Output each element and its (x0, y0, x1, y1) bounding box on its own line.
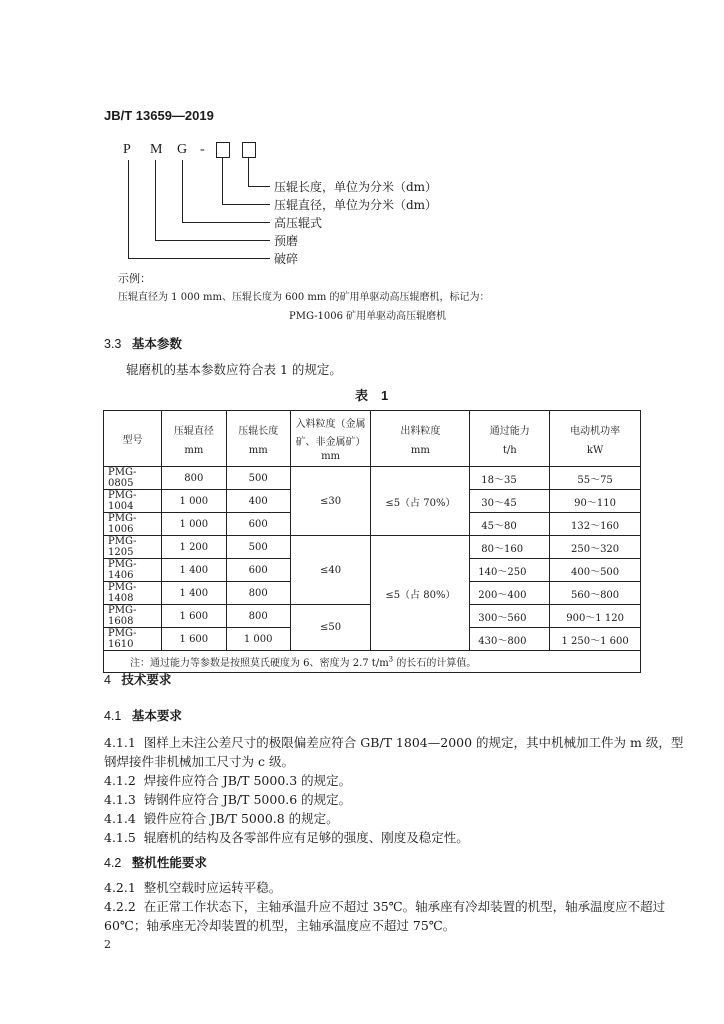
section-4-1-heading (104, 706, 182, 724)
designation-dash: - (200, 142, 205, 157)
cell-feed-size: ≤40 (290, 536, 371, 605)
cell-length: 600 (226, 513, 290, 536)
connector-line (182, 160, 183, 222)
cell-feed-size: ≤50 (290, 605, 371, 651)
example-text: 压辊直径为 1 000 mm、压辊长度为 600 mm 的矿用单驱动高压辊磨机，标记为： (118, 292, 490, 303)
cell-length: 500 (226, 536, 290, 559)
section-title: 整机性能要求 (131, 856, 207, 870)
connector-line (222, 204, 270, 205)
cell-capacity: 430～800 (470, 628, 550, 651)
section-title: 技术要求 (121, 673, 172, 687)
cell-capacity: 80～160 (470, 536, 550, 559)
clause-4-2-2-cont: 60℃；轴承座无冷却装置的机型，主轴承温度应不超过 75℃。 (104, 918, 456, 933)
table-row (104, 536, 641, 559)
cell-power: 55～75 (550, 467, 641, 490)
parameters-table (103, 410, 641, 673)
header-diameter: 压辊直径 mm (161, 411, 226, 467)
section-number: 3.3 (104, 337, 122, 351)
cell-model: PMG-1004 (104, 490, 162, 513)
example-mark: PMG-1006 矿用单驱动高压辊磨机 (289, 311, 447, 322)
cell-length: 400 (226, 490, 290, 513)
clause-4-1-3: 4.1.3 铸钢件应符合 JB/T 5000.6 的规定。 (104, 792, 352, 807)
header-power: 电动机功率 kW (550, 411, 641, 467)
header-length: 压辊长度 mm (226, 411, 290, 467)
cell-model: PMG-1205 (104, 536, 162, 559)
cell-length: 600 (226, 559, 290, 582)
cell-model: PMG-1610 (104, 628, 162, 651)
cell-capacity: 30～45 (470, 490, 550, 513)
cell-model: PMG-1408 (104, 582, 162, 605)
cell-diameter: 800 (161, 467, 226, 490)
cell-diameter: 1 000 (161, 513, 226, 536)
standard-id: JB/T 13659—2019 (104, 108, 214, 123)
cell-model: PMG-1006 (104, 513, 162, 536)
cell-discharge-size: ≤5（占 70%） (371, 467, 470, 536)
designation-box-length (242, 142, 256, 158)
connector-line (248, 186, 270, 187)
header-model: 型号 (104, 411, 162, 467)
section-number: 4.1 (104, 709, 122, 723)
section-number: 4 (104, 673, 111, 687)
section-number: 4.2 (104, 856, 122, 870)
page-number: 2 (104, 938, 111, 951)
cell-capacity: 200～400 (470, 582, 550, 605)
cell-diameter: 1 200 (161, 536, 226, 559)
cell-capacity: 300～560 (470, 605, 550, 628)
cell-feed-size: ≤30 (290, 467, 371, 536)
clause-4-1-1-cont: 钢焊接件非机械加工尺寸为 c 级。 (104, 754, 294, 769)
table-header-row (104, 411, 641, 467)
section-4-heading (104, 670, 171, 688)
cell-power: 900～1 120 (550, 605, 641, 628)
cell-diameter: 1 000 (161, 490, 226, 513)
section-title: 基本参数 (131, 337, 182, 351)
clause-4-1-4: 4.1.4 锻件应符合 JB/T 5000.8 的规定。 (104, 811, 339, 826)
clause-4-2-1: 4.2.1 整机空载时应运转平稳。 (104, 880, 282, 895)
section-3-3-text: 辊磨机的基本参数应符合表 1 的规定。 (126, 362, 342, 377)
legend-diameter: 压辊直径，单位为分米（dm） (274, 198, 438, 212)
cell-discharge-size: ≤5（占 80%） (371, 536, 470, 651)
connector-line (128, 258, 270, 259)
cell-model: PMG-1608 (104, 605, 162, 628)
header-discharge-size: 出料粒度 mm (371, 411, 470, 467)
cell-length: 500 (226, 467, 290, 490)
cell-capacity: 140～250 (470, 559, 550, 582)
cell-power: 132～160 (550, 513, 641, 536)
legend-length: 压辊长度，单位为分米（dm） (274, 180, 438, 194)
cell-length: 800 (226, 582, 290, 605)
cell-diameter: 1 600 (161, 605, 226, 628)
legend-pregrinding: 预磨 (274, 234, 299, 248)
table-row (104, 467, 641, 490)
table-note-row (104, 651, 641, 673)
connector-line (128, 160, 129, 258)
cell-power: 90～110 (550, 490, 641, 513)
header-feed-size: 入料粒度（金属 矿、非金属矿） mm (290, 411, 371, 467)
cell-diameter: 1 400 (161, 582, 226, 605)
connector-line (248, 158, 249, 186)
clause-4-1-2: 4.1.2 焊接件应符合 JB/T 5000.3 的规定。 (104, 773, 352, 788)
cell-length: 800 (226, 605, 290, 628)
header-capacity: 通过能力 t/h (470, 411, 550, 467)
clause-4-2-2: 4.2.2 在正常工作状态下，主轴承温升应不超过 35℃。轴承座有冷却装置的机型，轴承温度应不超过 (104, 899, 666, 914)
cell-power: 400～500 (550, 559, 641, 582)
connector-line (155, 160, 156, 240)
cell-capacity: 45～80 (470, 513, 550, 536)
cell-power: 560～800 (550, 582, 641, 605)
clause-4-1-5: 4.1.5 辊磨机的结构及各零部件应有足够的强度、刚度及稳定性。 (104, 830, 469, 845)
designation-letter-p: P (123, 142, 131, 157)
legend-crushing: 破碎 (274, 252, 299, 266)
table-note: 注：通过能力等参数是按照莫氏硬度为 6、密度为 2.7 $t/m^3$ 的长石的计算值。 (104, 651, 641, 673)
cell-power: 250～320 (550, 536, 641, 559)
cell-model: PMG-1406 (104, 559, 162, 582)
designation-letter-m: M (150, 142, 163, 157)
section-title: 基本要求 (131, 709, 182, 723)
example-label: 示例： (118, 273, 151, 285)
legend-high-pressure: 高压辊式 (274, 216, 323, 230)
cell-model: PMG-0805 (104, 467, 162, 490)
connector-line (222, 158, 223, 204)
cell-power: 1 250～1 600 (550, 628, 641, 651)
section-3-3-heading (104, 334, 182, 352)
clause-4-1-1: 4.1.1 图样上未注公差尺寸的极限偏差应符合 GB/T 1804—2000 的规定，其中机械加工件为 m 级，型 (104, 735, 684, 750)
connector-line (182, 222, 270, 223)
designation-letter-g: G (177, 142, 188, 157)
designation-box-diameter (216, 142, 230, 158)
connector-line (155, 240, 270, 241)
cell-diameter: 1 600 (161, 628, 226, 651)
cell-length: 1 000 (226, 628, 290, 651)
table-caption: 表 1 (355, 388, 389, 403)
cell-capacity: 18～35 (470, 467, 550, 490)
section-4-2-heading (104, 853, 207, 871)
cell-diameter: 1 400 (161, 559, 226, 582)
